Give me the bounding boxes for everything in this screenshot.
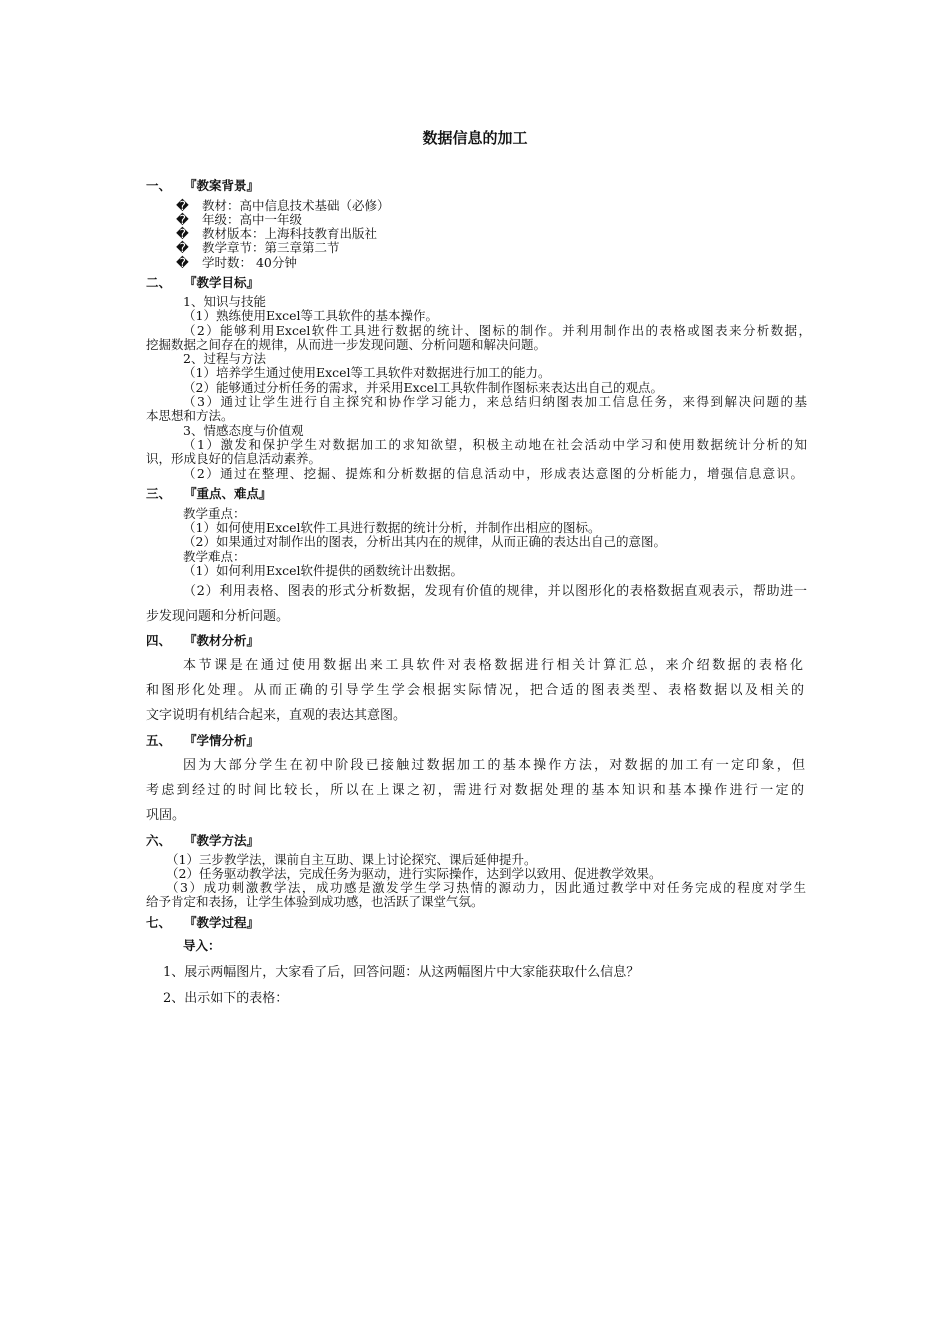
list-item: � 学时数： 40分钟 [176,255,297,270]
paragraph-line: （2）通过在整理、挖掘、提炼和分析数据的信息活动中，形成表达意图的分析能力，增强信息意识。 [183,466,803,481]
list-item: � 教材版本：上海科技教育出版社 [176,226,378,241]
paragraph-line: （2）利用表格、图表的形式分析数据，发现有价值的规律，并以图形化的表格数据直观表示，帮助进一 [183,584,807,599]
paragraph-line: 识，形成良好的信息活动素养。 [146,451,322,466]
section-5-heading: 五、 『学情分析』 [146,733,260,748]
section-3-heading: 三、 『重点、难点』 [146,486,272,501]
paragraph-line: （1）三步教学法，课前自主互助、课上讨论探究、课后延伸提升。 [166,852,537,867]
subheading: 教学重点： [183,506,246,521]
list-item: � 教学章节：第三章第二节 [176,240,340,255]
subheading: 1、知识与技能 [183,294,266,309]
paragraph-line: （3）通过让学生进行自主探究和协作学习能力，来总结归纳图表加工信息任务，来得到解决问题的基 [183,394,807,409]
subheading: 教学难点： [183,549,246,564]
section-4-heading: 四、 『教材分析』 [146,633,260,648]
paragraph-line: 给予肯定和表扬，让学生体验到成功感，也活跃了课堂气氛。 [146,894,484,909]
paragraph-line: 本节课是在通过使用数据出来工具软件对表格数据进行相关计算汇总，来介绍数据的表格化 [183,658,803,673]
paragraph-line: 巩固。 [146,808,186,823]
bullet-icon: � [176,212,189,227]
paragraph-line: 文字说明有机结合起来，直观的表达其意图。 [146,708,407,723]
section-1-heading: 一、 『教案背景』 [146,178,260,193]
list-item: � 年级：高中一年级 [176,212,303,227]
paragraph-line: （1）如何利用Excel软件提供的函数统计出数据。 [183,563,464,578]
subheading: 导入： [183,938,221,953]
paragraph-line: 和图形化处理。从而正确的引导学生学会根据实际情况，把合适的图表类型、表格数据以及相关的 [146,683,804,698]
paragraph-line: 因为大部分学生在初中阶段已接触过数据加工的基本操作方法，对数据的加工有一定印象，但 [183,758,805,773]
paragraph-line: （1）熟练使用Excel等工具软件的基本操作。 [183,308,439,323]
paragraph-line: 步发现问题和分析问题。 [146,609,290,624]
paragraph-line: 考虑到经过的时间比较长，所以在上课之初，需进行对数据处理的基本知识和基本操作进行一定的 [146,783,804,798]
subheading: 3、情感态度与价值观 [183,423,304,438]
paragraph-line: （3）成功刺激教学法，成功感是激发学生学习热情的源动力，因此通过教学中对任务完成的程度对学生 [166,880,806,895]
paragraph-line: （2）能够通过分析任务的需求，并采用Excel工具软件制作图标来表达出自己的观点。 [183,380,664,395]
paragraph-line: 挖掘数据之间存在的规律，从而进一步发现问题、分析问题和解决问题。 [146,337,547,352]
paragraph-line: 本思想和方法。 [146,408,234,423]
bullet-icon: � [176,255,189,270]
document-title: 数据信息的加工 [422,129,528,147]
paragraph-line: 1、展示两幅图片，大家看了后，回答问题：从这两幅图片中大家能获取什么信息？ [163,965,640,980]
paragraph-line: （1）培养学生通过使用Excel等工具软件对数据进行加工的能力。 [183,365,551,380]
bullet-icon: � [176,226,189,241]
paragraph-line: （1）如何使用Excel软件工具进行数据的统计分析，并制作出相应的图标。 [183,520,601,535]
bullet-icon: � [176,198,189,213]
paragraph-line: （2）能够利用Excel软件工具进行数据的统计、图标的制作。并利用制作出的表格或图表来分析数据， [183,323,811,338]
section-6-heading: 六、 『教学方法』 [146,833,260,848]
paragraph-line: （2）任务驱动教学法，完成任务为驱动，进行实际操作，达到学以致用、促进教学效果。 [166,866,662,881]
paragraph-line: （1）激发和保护学生对数据加工的求知欲望，积极主动地在社会活动中学习和使用数据统计分析的知 [183,437,807,452]
section-7-heading: 七、 『教学过程』 [146,915,260,930]
list-item: � 教材：高中信息技术基础（必修） [176,198,390,213]
section-2-heading: 二、 『教学目标』 [146,275,260,290]
paragraph-line: （2）如果通过对制作出的图表，分析出其内在的规律，从而正确的表达出自己的意图。 [183,534,666,549]
paragraph-line: 2、出示如下的表格： [163,991,289,1006]
bullet-icon: � [176,240,189,255]
subheading: 2、过程与方法 [183,351,266,366]
